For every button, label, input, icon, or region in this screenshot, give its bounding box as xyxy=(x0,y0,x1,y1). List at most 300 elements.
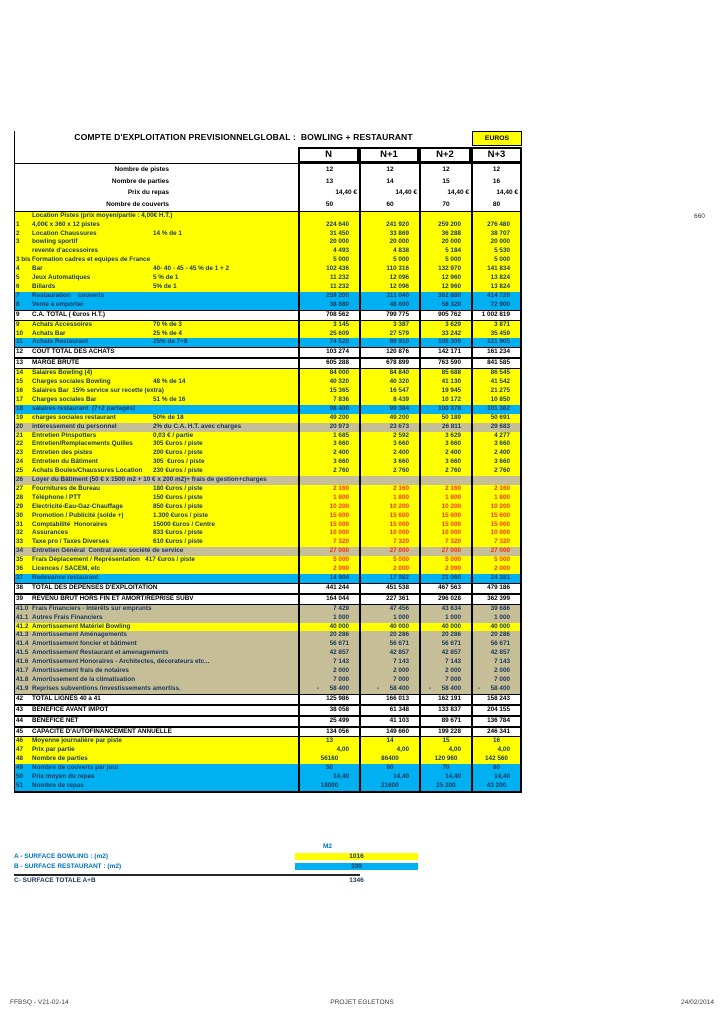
cell-n3: 158 243 xyxy=(471,695,522,704)
row-label: Reprises subventions /investissements amortiss. xyxy=(32,684,181,692)
row-number: 51 xyxy=(16,781,24,789)
cell-n3: 2 000 xyxy=(471,667,522,676)
cell-n: 14,40 xyxy=(298,773,359,782)
row-label-area xyxy=(15,764,298,773)
cell-n: 50 xyxy=(298,199,359,211)
title-row xyxy=(15,131,522,147)
cell-n3: 29 683 xyxy=(471,423,522,432)
row-label: Salaires Bar 15% service sur recette (extra) xyxy=(32,386,164,394)
cell-n2: 85 688 xyxy=(419,369,471,378)
row-label: COUT TOTAL DES ACHATS xyxy=(32,348,115,356)
cell-n: 2 760 xyxy=(298,467,359,476)
table-row xyxy=(15,746,522,755)
row-label-area xyxy=(15,574,298,583)
cell-n1: 166 013 xyxy=(359,695,419,704)
row-number: 31 xyxy=(16,520,24,528)
cell-n2: 7 143 xyxy=(419,658,471,667)
row-label-area xyxy=(15,658,298,667)
cell-n3: 12 xyxy=(471,164,522,176)
cell-n: 259 200 xyxy=(298,292,359,301)
cell-n2: 15 xyxy=(419,737,471,746)
table-row xyxy=(15,764,522,773)
row-number: 41.5 xyxy=(16,649,29,657)
row-label: Location Chaussures xyxy=(32,229,97,237)
cell-n1: 23 673 xyxy=(359,423,419,432)
row-label: Amortissement Matériel Bowling xyxy=(32,622,131,630)
cell-n3: 10 200 xyxy=(471,503,522,512)
cell-n2: 26 811 xyxy=(419,423,471,432)
cell-n1: 12 xyxy=(359,164,419,176)
row-formula: 50% de 18 xyxy=(153,413,184,421)
cell-n: 5 000 xyxy=(298,256,359,265)
cell-n: 10 200 xyxy=(298,503,359,512)
row-label: Promotion / Publicité (solde +) xyxy=(32,511,124,519)
cell-n1: 42 857 xyxy=(359,649,419,658)
parameter-label: Nombre de couverts xyxy=(106,201,169,209)
row-label-area xyxy=(15,623,298,632)
cell-n3: 3 660 xyxy=(471,440,522,449)
cell-n: 27 000 xyxy=(298,547,359,556)
cell-n3: 2 400 xyxy=(471,449,522,458)
cell-n1: 61 348 xyxy=(359,706,419,715)
row-number: 34 xyxy=(16,547,24,555)
cell-n: 98 400 xyxy=(298,405,359,414)
cell-n2: 15 000 xyxy=(419,521,471,530)
table-row xyxy=(15,676,522,685)
cell-n: 11 232 xyxy=(298,274,359,283)
page-footer xyxy=(0,999,724,1011)
table-row xyxy=(15,467,522,476)
cell-n: 7 000 xyxy=(298,676,359,685)
row-label: Entretien/Remplacements Quilles xyxy=(32,440,133,448)
cell-n: 14,40 € xyxy=(298,187,359,199)
cell-n3: 38 707 xyxy=(471,230,522,239)
row-label: bowling sportif xyxy=(32,238,78,246)
cell-n1: 89 910 xyxy=(359,338,419,347)
cell-n: 7 143 xyxy=(298,658,359,667)
cell-n1: 16 547 xyxy=(359,387,419,396)
row-label-area xyxy=(15,230,298,239)
m2-column-header: M2 xyxy=(322,843,333,850)
cell-n2: 259 200 xyxy=(419,221,471,230)
row-label-area xyxy=(15,640,298,649)
cell-n2: 27 000 xyxy=(419,547,471,556)
cell-n: 1 800 xyxy=(298,494,359,503)
row-number: 5 xyxy=(16,274,20,282)
cell-n: - 58 400 xyxy=(298,685,359,694)
row-number: 9 xyxy=(16,320,20,328)
cell-n2: 12 xyxy=(419,164,471,176)
cell-n1: 451 538 xyxy=(359,584,419,593)
footer-version: FFBSQ - V21-02-14 xyxy=(10,999,69,1006)
row-number: 32 xyxy=(16,529,24,537)
table-row xyxy=(15,755,522,764)
row-number xyxy=(15,212,32,221)
row-label: Autres Frais Financiers xyxy=(32,613,103,621)
cell-n1: - 58 400 xyxy=(359,685,419,694)
cell-n2: 296 028 xyxy=(419,595,471,604)
cell-n: 15 365 xyxy=(298,387,359,396)
row-label: Jeux Automatiques xyxy=(32,274,91,282)
cell-n2: 12 960 xyxy=(419,274,471,283)
row-label-area xyxy=(15,378,298,387)
cell-n3: 42 857 xyxy=(471,649,522,658)
row-number: 6 xyxy=(16,283,20,290)
surface-a-value: 1016 xyxy=(295,853,418,860)
table-row xyxy=(15,256,522,265)
row-number: 4 xyxy=(16,265,20,273)
cell-n: 102 436 xyxy=(298,265,359,274)
row-number: 22 xyxy=(16,440,24,448)
row-label: Assurances xyxy=(32,529,68,537)
cell-n2: 25 200 xyxy=(419,782,471,791)
row-formula: 70 % de 3 xyxy=(153,320,182,328)
cell-n: 12 xyxy=(298,164,359,176)
cell-n2: 14,40 € xyxy=(419,187,471,199)
table-row xyxy=(15,773,522,782)
row-formula: 305 €uros / piste xyxy=(153,458,205,466)
cell-n1: 27 579 xyxy=(359,330,419,339)
cell-n: 25 499 xyxy=(298,717,359,726)
cell-n3: 80 xyxy=(471,199,522,211)
table-row xyxy=(15,247,522,256)
row-formula: 14 % de 1 xyxy=(153,229,182,237)
cell-n1: 15 600 xyxy=(359,512,419,521)
row-label: Salaires Bowling (4) xyxy=(32,369,93,377)
row-label-area xyxy=(15,432,298,441)
cell-n1: 2 000 xyxy=(359,565,419,574)
row-number: 47 xyxy=(16,746,24,754)
row-label: BENEFICE AVANT IMPÔT xyxy=(32,705,109,713)
surface-row-b xyxy=(14,863,521,873)
cell-n3: 2 760 xyxy=(471,467,522,476)
table-row xyxy=(15,338,522,347)
row-number: 3 bis xyxy=(16,256,31,264)
cell-n3: 3 660 xyxy=(471,458,522,467)
cell-n1: 33 869 xyxy=(359,230,419,239)
table-row xyxy=(15,396,522,405)
cell-n2: 905 762 xyxy=(419,311,471,320)
table-row xyxy=(15,685,522,694)
cell-n2: 33 242 xyxy=(419,330,471,339)
cell-n3: 7 143 xyxy=(471,658,522,667)
cell-n: 7 836 xyxy=(298,396,359,405)
table-row xyxy=(15,640,522,649)
cell-n1: 110 316 xyxy=(359,265,419,274)
table-row xyxy=(15,358,522,369)
row-number: 48 xyxy=(16,755,24,763)
cell-n1: 3 660 xyxy=(359,458,419,467)
cell-n1: 27 000 xyxy=(359,547,419,556)
table-row xyxy=(15,574,522,583)
cell-n2: 2 400 xyxy=(419,449,471,458)
table-row xyxy=(15,230,522,239)
row-number: 43 xyxy=(16,705,24,713)
cell-n2: 2 760 xyxy=(419,467,471,476)
cell-n1: 15 000 xyxy=(359,521,419,530)
row-number: 41.3 xyxy=(16,631,29,639)
row-label: Taxe pro / Taxes Diverses xyxy=(32,538,109,546)
row-label-area xyxy=(15,685,298,694)
cell-n2: 467 563 xyxy=(419,584,471,593)
row-label: Electricité-Eau-Gaz-Chauffage xyxy=(32,502,123,510)
table-row xyxy=(15,565,522,574)
cell-n3: 56 671 xyxy=(471,640,522,649)
surface-b-label: B - SURFACE RESTAURANT : (m2) xyxy=(14,863,122,870)
row-label: CAPACITE D'AUTOFINANCEMENT ANNUELLE xyxy=(32,727,172,735)
row-number: 50 xyxy=(16,773,24,781)
cell-n1: 10 200 xyxy=(359,503,419,512)
cell-n3: 841 585 xyxy=(471,359,522,368)
row-number: 42 xyxy=(16,694,24,702)
cell-n3: 7 000 xyxy=(471,676,522,685)
row-label-area xyxy=(15,476,298,485)
cell-n: 18000 xyxy=(298,782,359,791)
row-label: Frais Financiers - Intérêts sur emprunts xyxy=(32,604,152,612)
cell-n3: 15 600 xyxy=(471,512,522,521)
cell-n1: 1 000 xyxy=(359,614,419,623)
cell-n1: 2 160 xyxy=(359,485,419,494)
row-label: Nombre de repas xyxy=(32,781,84,789)
row-label: C.A. TOTAL ( €uros H.T.) xyxy=(32,310,105,318)
surface-row-a xyxy=(14,853,521,863)
row-label: salaires restaurant (7+2 partagés) xyxy=(32,404,136,412)
row-label: Location Pistes (prix moyen/partie : 4,00€ H.T.) xyxy=(32,211,173,219)
cell-n: 50 xyxy=(298,764,359,773)
row-label: Amortissement foncier et bâtiment xyxy=(32,640,137,648)
table-row xyxy=(15,369,522,378)
cell-n: 3 145 xyxy=(298,321,359,330)
row-label-area xyxy=(15,238,298,247)
cell-n3: 13 824 xyxy=(471,283,522,292)
table-row xyxy=(15,485,522,494)
row-number: 41.4 xyxy=(16,640,29,648)
row-label-area xyxy=(15,301,298,310)
cell-n: 224 640 xyxy=(298,221,359,230)
row-label-area xyxy=(15,321,298,330)
table-row xyxy=(15,283,522,292)
row-label: Licences / SACEM, etc xyxy=(32,565,101,573)
row-number: 38 xyxy=(16,583,24,591)
cell-n1: 86400 xyxy=(359,755,419,764)
table-row xyxy=(15,649,522,658)
row-label-area xyxy=(15,538,298,547)
cell-n: 56 671 xyxy=(298,640,359,649)
cell-n2: 12 960 xyxy=(419,283,471,292)
table-row xyxy=(15,737,522,746)
row-formula: 850 €uros / piste xyxy=(153,502,203,510)
cell-n2: 20 286 xyxy=(419,631,471,640)
parameter-label: Nombre de parties xyxy=(111,177,169,185)
row-label-area xyxy=(15,256,298,265)
row-number: 15 xyxy=(16,378,24,386)
table-row xyxy=(15,423,522,432)
row-number: 1 xyxy=(16,220,20,228)
cell-n: 2 000 xyxy=(298,667,359,676)
row-number: 7 xyxy=(16,291,20,299)
cell-n1: 17 982 xyxy=(359,574,419,583)
cell-n: 20 973 xyxy=(298,423,359,432)
row-label-area xyxy=(15,247,298,256)
table-row xyxy=(15,449,522,458)
cell-n2: 43 634 xyxy=(419,605,471,614)
cell-n1: 120 876 xyxy=(359,348,419,357)
row-label: Amortissement Restaurant et amenagements xyxy=(32,649,169,657)
row-number: 19 xyxy=(16,413,24,421)
row-label-area xyxy=(15,221,298,230)
cell-n3: 7 320 xyxy=(471,538,522,547)
row-label-area xyxy=(15,631,298,640)
cell-n3: 21 275 xyxy=(471,387,522,396)
row-label-area xyxy=(15,614,298,623)
cell-n1: 7 320 xyxy=(359,538,419,547)
row-label-area xyxy=(15,292,298,301)
cell-n2: 40 000 xyxy=(419,623,471,632)
row-label-area xyxy=(15,265,298,274)
table-row xyxy=(15,594,522,605)
cell-n: 38 880 xyxy=(298,301,359,310)
cell-n3 xyxy=(471,212,522,221)
parameter-row xyxy=(15,176,522,188)
row-formula: 230 €uros / piste xyxy=(153,467,203,475)
cell-n2: 1 000 xyxy=(419,614,471,623)
row-label-area xyxy=(15,529,298,538)
row-label: Frais Déplacement / Représentation 417 €uros / piste xyxy=(32,556,195,564)
cell-n: 49 200 xyxy=(298,414,359,423)
row-number: 27 xyxy=(16,484,24,492)
table-row xyxy=(15,330,522,339)
cell-n1: 5 000 xyxy=(359,556,419,565)
cell-n3: 86 545 xyxy=(471,369,522,378)
cell-n2: 3 660 xyxy=(419,440,471,449)
cell-n: 4 493 xyxy=(298,247,359,256)
table-row xyxy=(15,512,522,521)
column-header: N xyxy=(298,147,359,163)
row-label: Amortissement Aménagements xyxy=(32,631,127,639)
cell-n: 5 000 xyxy=(298,556,359,565)
cell-n2: 362 880 xyxy=(419,292,471,301)
row-number: 41.2 xyxy=(16,622,29,630)
cell-n1: 7 143 xyxy=(359,658,419,667)
cell-n1: 20 286 xyxy=(359,631,419,640)
cell-n3: 16 xyxy=(471,737,522,746)
cell-n1: 2 592 xyxy=(359,432,419,441)
row-formula: 25 % de 4 xyxy=(153,329,182,337)
cell-n: 7 320 xyxy=(298,538,359,547)
row-label-area xyxy=(15,423,298,432)
cell-n1: 48 600 xyxy=(359,301,419,310)
cell-n2: 4,00 xyxy=(419,746,471,755)
row-label: Bar xyxy=(32,265,43,273)
table-row xyxy=(15,458,522,467)
cell-n1: 241 920 xyxy=(359,221,419,230)
row-label-area xyxy=(15,695,298,704)
cell-n3: 2 000 xyxy=(471,565,522,574)
row-number: 30 xyxy=(16,511,24,519)
cell-n2: 5 184 xyxy=(419,247,471,256)
row-label-area xyxy=(15,283,298,292)
row-label-area xyxy=(15,773,298,782)
table-row xyxy=(15,274,522,283)
row-label: charges sociales restaurant xyxy=(32,413,116,421)
page-title: COMPTE D'EXPLOITATION PREVISIONNELGLOBAL : BOWLING + RESTAURANT xyxy=(74,132,413,142)
row-label-area xyxy=(15,595,298,604)
surface-b-value: 330 xyxy=(295,863,418,870)
cell-n2 xyxy=(419,476,471,485)
cell-n2: 36 288 xyxy=(419,230,471,239)
cell-n1: 2 760 xyxy=(359,467,419,476)
cell-n: 2 000 xyxy=(298,565,359,574)
cell-n3: 4 277 xyxy=(471,432,522,441)
row-number: 25 xyxy=(16,467,24,475)
surface-a-label: A - SURFACE BOWLING : (m2) xyxy=(14,853,109,860)
cell-n2: 1 800 xyxy=(419,494,471,503)
cell-n1: 14,40 xyxy=(359,773,419,782)
cell-n1: 4 838 xyxy=(359,247,419,256)
cell-n1: 20 000 xyxy=(359,238,419,247)
cell-n2: 5 000 xyxy=(419,556,471,565)
row-number: 35 xyxy=(16,556,24,564)
cell-n1: 227 361 xyxy=(359,595,419,604)
row-number: 37 xyxy=(16,574,24,581)
cell-n3: 14,40 xyxy=(471,773,522,782)
cell-n3: 5 530 xyxy=(471,247,522,256)
cell-n2: 133 837 xyxy=(419,706,471,715)
cell-n3: 246 341 xyxy=(471,728,522,737)
cell-n2: 15 xyxy=(419,176,471,188)
cell-n1: 311 040 xyxy=(359,292,419,301)
row-label: Charges sociales Bar xyxy=(32,395,97,403)
table-row xyxy=(15,605,522,614)
row-formula: 1.300 €uros / piste xyxy=(153,511,209,519)
cell-n: 164 044 xyxy=(298,595,359,604)
table-row xyxy=(15,727,522,738)
cell-n: 14 904 xyxy=(298,574,359,583)
cell-n: 42 857 xyxy=(298,649,359,658)
row-label: Entretien du Bâtiment xyxy=(32,458,98,466)
cell-n2: 70 xyxy=(419,764,471,773)
cell-n2: 162 191 xyxy=(419,695,471,704)
row-label-area xyxy=(15,414,298,423)
row-label: Redevance restaurant xyxy=(32,574,99,581)
cell-n3: 24 381 xyxy=(471,574,522,583)
cell-n: 40 000 xyxy=(298,623,359,632)
cell-n2: 142 171 xyxy=(419,348,471,357)
row-number: 39 xyxy=(16,594,24,602)
cell-n3: 50 691 xyxy=(471,414,522,423)
row-label: Achats Boules/Chaussures Location xyxy=(32,467,143,475)
row-label-area xyxy=(15,565,298,574)
cell-n: 56160 xyxy=(298,755,359,764)
cell-n3: - 58 400 xyxy=(471,685,522,694)
cell-n1: 40 000 xyxy=(359,623,419,632)
row-label-area xyxy=(15,584,298,593)
cell-n2: 21 060 xyxy=(419,574,471,583)
row-label-area xyxy=(15,782,298,791)
cell-n1: 1 800 xyxy=(359,494,419,503)
row-number: 3 xyxy=(16,238,20,246)
table-row xyxy=(15,292,522,301)
row-label-area xyxy=(15,212,298,221)
cell-n1: 5 000 xyxy=(359,256,419,265)
row-label: TOTAL DES DEPENSES D'EXPLOITATION xyxy=(32,583,158,591)
row-label-area xyxy=(15,467,298,476)
cell-n1: 12 096 xyxy=(359,283,419,292)
surface-total-label: C- SURFACE TOTALE A+B xyxy=(14,877,96,884)
row-label: Charges sociales Bowling xyxy=(32,378,111,386)
parameters-block xyxy=(15,163,522,212)
cell-n1 xyxy=(359,476,419,485)
